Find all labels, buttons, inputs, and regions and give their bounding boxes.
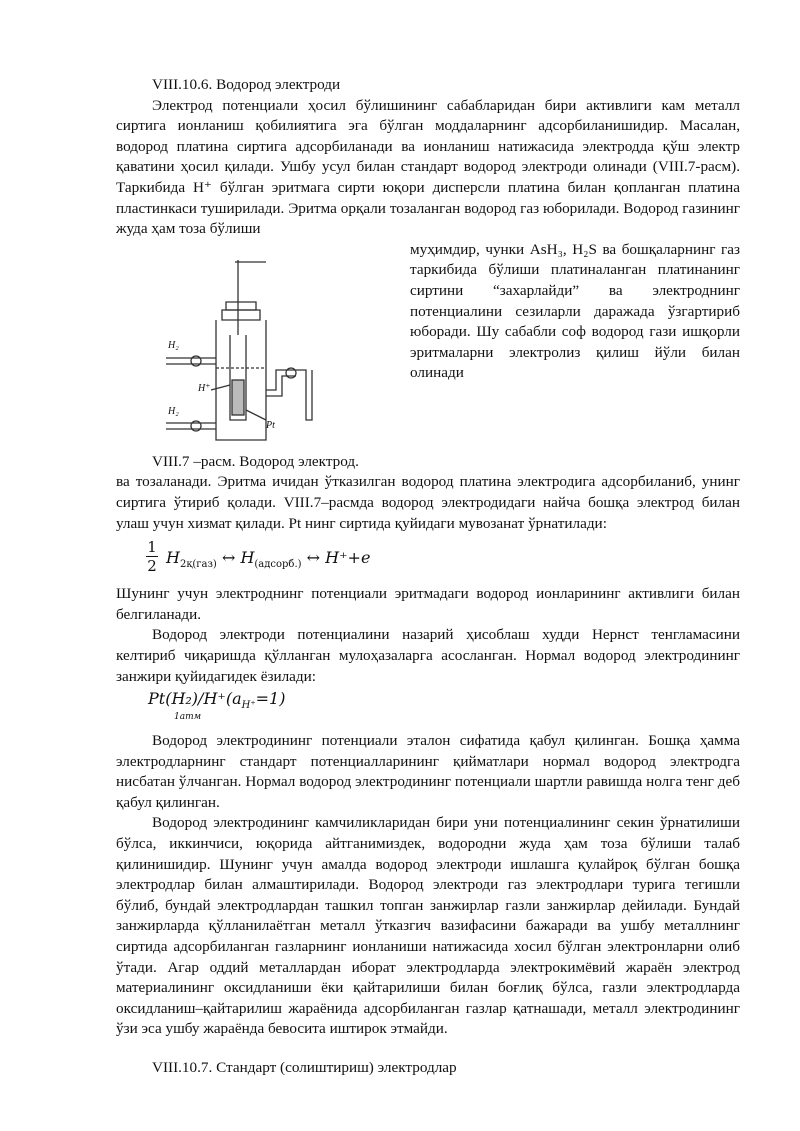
figure-wrap [116, 240, 740, 450]
equilibrium-formula: 1 2 $H_{2қ(газ)}$ ↔ $H_{(адсорб.)}$ ↔ H⁺+e [147, 538, 371, 576]
figure-caption: VIII.7 –расм. Водород электрод. [152, 452, 359, 470]
next-section-title: VIII.10.7. Стандарт (солиштириш) электродлар [152, 1059, 457, 1076]
figure-label-h2-top: H₂ [168, 339, 179, 351]
paragraph-nernst: Водород электроди потенциалини назарий ҳисоблаш худди Нернст тенгламасини келтириб чиқаришда қўлланган мулоҳазаларга асосланган. Нормал водород электродининг занжири қуйидагидек ёзилади: [116, 626, 740, 685]
hydrogen-electrode-figure [116, 240, 404, 450]
figure-label-pt: Pt [266, 419, 275, 431]
paragraph-drawbacks: Водород электродининг камчиликларидан бири уни потенциалининг секин ўрнатилиши бўлса, иккинчиси, юқорида айтганимиздек, водородни жуда ҳам тоза бўлиши талаб қилинишидир. Шунинг учун амалда водород электроди ишлашга қулайроқ бўлган бошқа электродлар билан алмаштирилади. Водород электроди газ электродлари турига тегишли бўлиб, бундай электродлардан ташкил топган занжирлар газли занжирлар дейилади. Бундай занжирларда қўлланилаётган металл ўтказгич вазифасини бажаради ва ушбу металлнинг сиртида адсорбиланган газларнинг ионланиши натижасида хосил бўлган электронларни олиб ўтади. Агар оддий металлардан иборат электродларда электрокимёвий жараён электрод материалининг оксидланиши ёки қайтарилиши билан боғлиқ бўлса, газли электродларда оксидланиш–қайтарилиш жараёнида адсорбиланган газлар қатнашади, металл электродининг ўзи эса ушбу жараёнда бевосита иштирок этмайди. [116, 814, 740, 1038]
figure-label-hplus: H⁺ [198, 382, 211, 394]
paragraph-adsorption: ва тозаланади. Эритма ичидан ўтказилган водород платина электродига адсорбиланиб, унинг сиртига ўтириб қолади. VIII.7–расмда водород электродидаги найча бошқа электрод билан улаш учун хизмат қилади. Pt нинг сиртида қуйидаги мувозанат ўрнатилади: [116, 473, 740, 532]
apparatus-drawing [116, 240, 404, 450]
paragraph-wrap: муҳимдир, чунки AsH₃, H₂S ва бошқаларнинг газ таркибида бўлиши платиналанган платинанинг сиртини “захарлайди” ва электроднинг потенциалини сезиларли даражада ўзгартириб юборади. Шу сабабли соф водород гази ишқорли эритмаларни электролиз қилиш йўли билан олинади [410, 240, 740, 382]
cell-notation-formula: $Pt(H_2)/H^+(a_{H^+}=1)$ 1атм [148, 689, 286, 723]
paragraph-intro: Электрод потенциали ҳосил бўлишининг сабабларидан бири активлиги кам металл сиртига ионланиш қобилиятига эга бўлган моддаларнинг адсорбиланишидир. Масалан, водород платина сиртига адсорбиланади ва ионланиш натижасида электродда қўш электр қаватини ҳосил қилади. Ушбу усул билан стандарт водород электроди олинади (VIII.7-расм). Таркибида H⁺ бўлган эритмага сирти юқори дисперсли платина билан қопланган платина пластинкаси туширилади. Эритма орқали тозаланган водород газ юборилади. Водород газининг жуда ҳам тоза бўлиши [116, 96, 740, 238]
section-title: VIII.10.6. Водород электроди [152, 76, 341, 93]
paragraph-activity: Шунинг учун электроднинг потенциали эритмадаги водород ионларининг активлиги билан белгиланади. [116, 585, 740, 623]
fraction-one-half: 1 2 [147, 538, 157, 576]
figure-label-h2-bottom: H₂ [168, 405, 179, 417]
document-page [116, 75, 740, 1079]
paragraph-reference: Водород электродининг потенциали эталон сифатида қабул қилинган. Бошқа ҳамма электродларнинг стандарт потенциалларининг қийматлари нормал водород электродга нисбатан ўлчанган. Нормал водород электродининг потенциали шартли равишда нолга тенг деб қабул қилинган. [116, 732, 740, 811]
